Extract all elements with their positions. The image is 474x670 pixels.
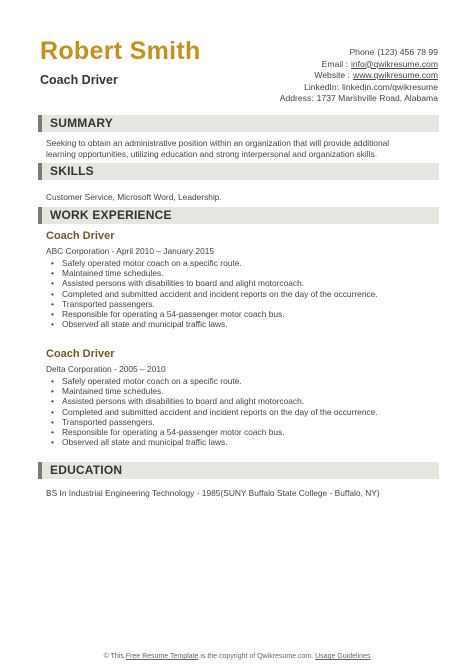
email-link[interactable]: info@qwikresume.com — [350, 58, 438, 69]
work-title: WORK EXPERIENCE — [50, 208, 172, 222]
list-item: • Maintained time schedules. — [51, 386, 164, 397]
bullet-icon: • — [51, 376, 54, 386]
contact-linkedin — [178, 82, 438, 94]
list-item: • Responsible for operating a 54-passenger motor coach bus. — [51, 426, 285, 437]
list-item: • Safely operated motor coach on a specific route. — [51, 258, 242, 268]
skills-title: SKILLS — [50, 164, 94, 178]
job-company: Delta Corporation - 2005 – 2010 — [46, 364, 166, 374]
bullet-icon: • — [51, 437, 54, 448]
list-item: • Transported passengers. — [51, 298, 155, 309]
education-header — [38, 462, 439, 479]
free-template-link[interactable]: Free Resume Template — [125, 653, 199, 660]
contact-email-label: Email : — [321, 58, 348, 69]
bullet-icon: • — [51, 308, 54, 319]
bullet-icon: • — [51, 288, 54, 299]
bullet-icon: • — [51, 406, 54, 417]
education-text: BS In Industrial Engineering Technology - 1985(SUNY Buffalo State College - Buffalo, NY) — [46, 488, 380, 498]
candidate-name: Robert Smith — [40, 37, 201, 65]
summary-header — [38, 115, 439, 132]
bullet-icon: • — [51, 396, 54, 407]
list-item: • Safely operated motor coach on a specific route. — [51, 376, 242, 386]
job-title: Coach Driver — [46, 230, 115, 242]
bullet-icon: • — [51, 298, 54, 309]
website-link[interactable]: www.qwikresume.com — [352, 70, 438, 80]
list-item: • Observed all state and municipal traffic laws. — [51, 319, 228, 330]
footer-prefix: © This — [103, 653, 124, 660]
list-item: • Observed all state and municipal traffic laws. — [51, 437, 228, 448]
contact-email — [178, 59, 438, 71]
footer — [0, 653, 474, 660]
contact-website-label: Website : — [314, 70, 350, 80]
contact-linkedin-value: linkedin.com/qwikresume — [342, 81, 438, 92]
contact-phone-label: Phone — [349, 47, 375, 57]
contact-linkedin-label: LinkedIn: — [304, 81, 339, 92]
job-company: ABC Corporation - April 2010 – January 2015 — [46, 246, 215, 256]
summary-line: Seeking to obtain an administrative position within an organization that will provide additional — [46, 138, 390, 148]
summary-line: learning opportunities, utilizing education and strong interpersonal and organization skills. — [46, 148, 378, 159]
job-bullets — [46, 376, 436, 447]
bullet-icon: • — [51, 416, 54, 427]
bullet-icon: • — [51, 258, 54, 268]
job-bullets — [46, 258, 436, 329]
list-item: • Maintained time schedules. — [51, 268, 164, 279]
work-header — [38, 207, 439, 224]
contact-website — [178, 70, 438, 82]
list-item: • Completed and submitted accident and incident reports on the day of the occurrence. — [51, 406, 378, 417]
list-item: • Completed and submitted accident and incident reports on the day of the occurrence. — [51, 288, 378, 299]
bullet-icon: • — [51, 319, 54, 330]
contact-address — [178, 93, 438, 105]
list-item: • Assisted persons with disabilities to board and alight motorcoach. — [51, 396, 305, 407]
candidate-role: Coach Driver — [40, 73, 118, 87]
job-title: Coach Driver — [46, 348, 115, 360]
contact-address-label: Address: — [279, 93, 314, 103]
usage-guidelines-link[interactable]: Usage Guidelines — [315, 653, 371, 660]
bullet-icon: • — [51, 426, 54, 437]
contact-block — [178, 47, 438, 105]
contact-phone-value: (123) 456 78 99 — [377, 47, 438, 57]
education-title: EDUCATION — [50, 463, 123, 477]
list-item: • Responsible for operating a 54-passenger motor coach bus. — [51, 308, 285, 319]
bullet-icon: • — [51, 268, 54, 279]
summary-text — [46, 138, 436, 159]
list-item: • Transported passengers. — [51, 416, 155, 427]
skills-header — [38, 163, 439, 180]
footer-middle: is the copyright of Qwikresume.com. — [200, 653, 314, 660]
summary-title: SUMMARY — [50, 116, 113, 130]
bullet-icon: • — [51, 386, 54, 397]
bullet-icon: • — [51, 278, 54, 289]
contact-phone — [178, 47, 438, 59]
list-item: • Assisted persons with disabilities to board and alight motorcoach. — [51, 278, 305, 289]
contact-address-value: 1737 Marshville Road, Alabama — [316, 93, 438, 103]
skills-text: Customer Service, Microsoft Word, Leadership. — [46, 192, 222, 202]
